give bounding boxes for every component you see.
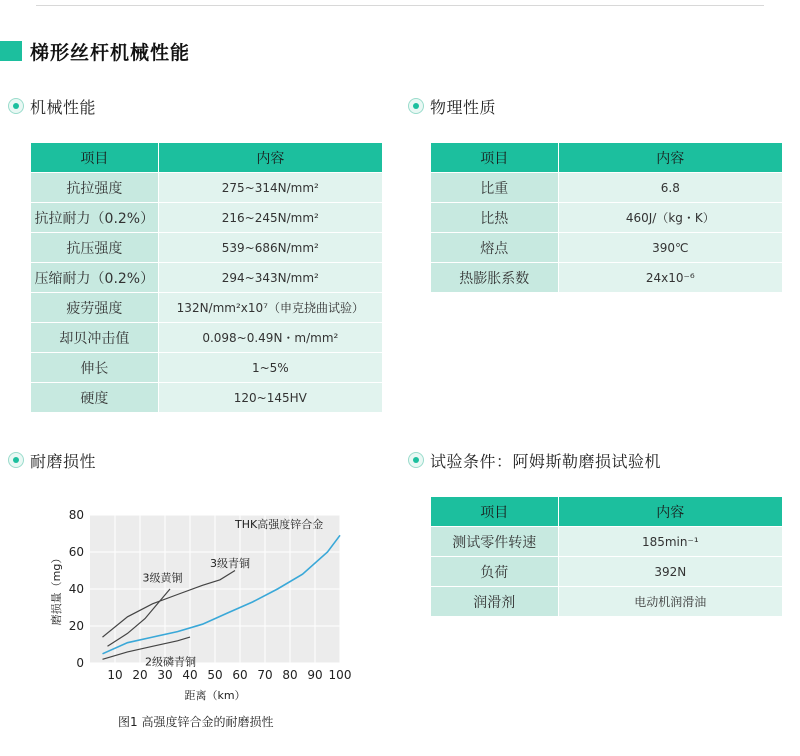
x-tick-label: 60	[232, 668, 248, 682]
row-key: 润滑剂	[431, 587, 559, 617]
page-title	[0, 40, 190, 62]
row-value: 24x10⁻⁶	[558, 263, 782, 293]
x-tick-label: 100	[328, 668, 352, 682]
table-row	[31, 293, 383, 323]
row-value: 275~314N/mm²	[158, 173, 382, 203]
row-key: 热膨胀系数	[431, 263, 559, 293]
row-value: 电动机润滑油	[558, 587, 782, 617]
page-title-text: 梯形丝杆机械性能	[30, 41, 191, 64]
chart-caption: 图1 高强度锌合金的耐磨损性	[118, 715, 274, 729]
row-key: 抗拉强度	[31, 173, 159, 203]
header-content: 内容	[558, 143, 782, 173]
x-tick-label: 70	[257, 668, 273, 682]
top-divider	[36, 5, 764, 6]
table-header-row	[31, 143, 383, 173]
table-row	[31, 203, 383, 233]
table-row	[31, 233, 383, 263]
header-content: 内容	[558, 497, 782, 527]
header-item: 项目	[431, 497, 559, 527]
x-tick-label: 30	[157, 668, 173, 682]
test-table	[430, 496, 783, 617]
x-tick-label: 50	[207, 668, 223, 682]
row-key: 测试零件转速	[431, 527, 559, 557]
section-title: 机械性能	[30, 97, 97, 117]
row-key: 熔点	[431, 233, 559, 263]
wear-chart-svg	[40, 500, 360, 705]
bullet-icon	[408, 98, 424, 114]
x-tick-label: 90	[307, 668, 323, 682]
row-key: 却贝冲击值	[31, 323, 159, 353]
row-key: 伸长	[31, 353, 159, 383]
row-key: 压缩耐力（0.2%）	[31, 263, 159, 293]
y-axis-label: 磨损量（mg）	[50, 552, 63, 626]
bullet-icon	[8, 98, 24, 114]
table-header-row	[431, 143, 783, 173]
table-row	[431, 263, 783, 293]
section-title: 物理性质	[430, 97, 497, 117]
table-row	[31, 173, 383, 203]
x-tick-label: 40	[182, 668, 198, 682]
x-tick-label: 80	[282, 668, 298, 682]
row-value: 0.098~0.49N・m/mm²	[158, 323, 382, 353]
series-label: THK高强度锌合金	[235, 517, 324, 531]
mechanical-table	[30, 142, 383, 413]
series-label: 2级磷青铜	[145, 655, 196, 669]
wear-chart	[40, 500, 360, 740]
table-row	[431, 203, 783, 233]
series-label: 3级青铜	[210, 556, 250, 570]
row-key: 比热	[431, 203, 559, 233]
y-tick-label: 60	[68, 545, 84, 559]
row-value: 392N	[558, 557, 782, 587]
table-row	[431, 233, 783, 263]
section-title: 耐磨损性	[30, 451, 97, 471]
row-value: 294~343N/mm²	[158, 263, 382, 293]
row-value: 539~686N/mm²	[158, 233, 382, 263]
table-row	[31, 383, 383, 413]
row-value: 120~145HV	[158, 383, 382, 413]
table-row	[431, 527, 783, 557]
row-value: 132N/mm²x10⁷（申克挠曲试验）	[158, 293, 382, 323]
header-item: 项目	[31, 143, 159, 173]
row-key: 抗拉耐力（0.2%）	[31, 203, 159, 233]
section-title: 试验条件：阿姆斯勒磨损试验机	[430, 451, 662, 471]
table-row	[31, 323, 383, 353]
row-value: 460J/（kg・K）	[558, 203, 782, 233]
table-row	[431, 173, 783, 203]
table-row	[31, 263, 383, 293]
bullet-icon	[8, 452, 24, 468]
table-row	[431, 587, 783, 617]
table-row	[431, 557, 783, 587]
section-mechanical	[8, 95, 96, 117]
table-header-row	[431, 497, 783, 527]
series-label: 3级黄铜	[142, 571, 183, 585]
header-item: 项目	[431, 143, 559, 173]
x-tick-label: 10	[107, 668, 123, 682]
row-key: 抗压强度	[31, 233, 159, 263]
title-accent-bar	[0, 41, 22, 61]
table-row	[31, 353, 383, 383]
x-tick-label: 20	[132, 668, 148, 682]
physical-table	[430, 142, 783, 293]
bullet-icon	[408, 452, 424, 468]
row-key: 疲劳强度	[31, 293, 159, 323]
row-value: 6.8	[558, 173, 782, 203]
row-key: 负荷	[431, 557, 559, 587]
section-test	[408, 449, 661, 471]
y-tick-label: 20	[68, 619, 84, 633]
row-key: 硬度	[31, 383, 159, 413]
row-value: 1~5%	[158, 353, 382, 383]
row-value: 390℃	[558, 233, 782, 263]
section-physical	[408, 95, 496, 117]
row-value: 216~245N/mm²	[158, 203, 382, 233]
row-key: 比重	[431, 173, 559, 203]
x-axis-label: 距离（km）	[184, 689, 246, 702]
y-tick-label: 0	[76, 656, 84, 670]
y-tick-label: 40	[68, 582, 84, 596]
header-content: 内容	[158, 143, 382, 173]
section-wear	[8, 449, 96, 471]
row-value: 185min⁻¹	[558, 527, 782, 557]
y-tick-label: 80	[68, 508, 84, 522]
